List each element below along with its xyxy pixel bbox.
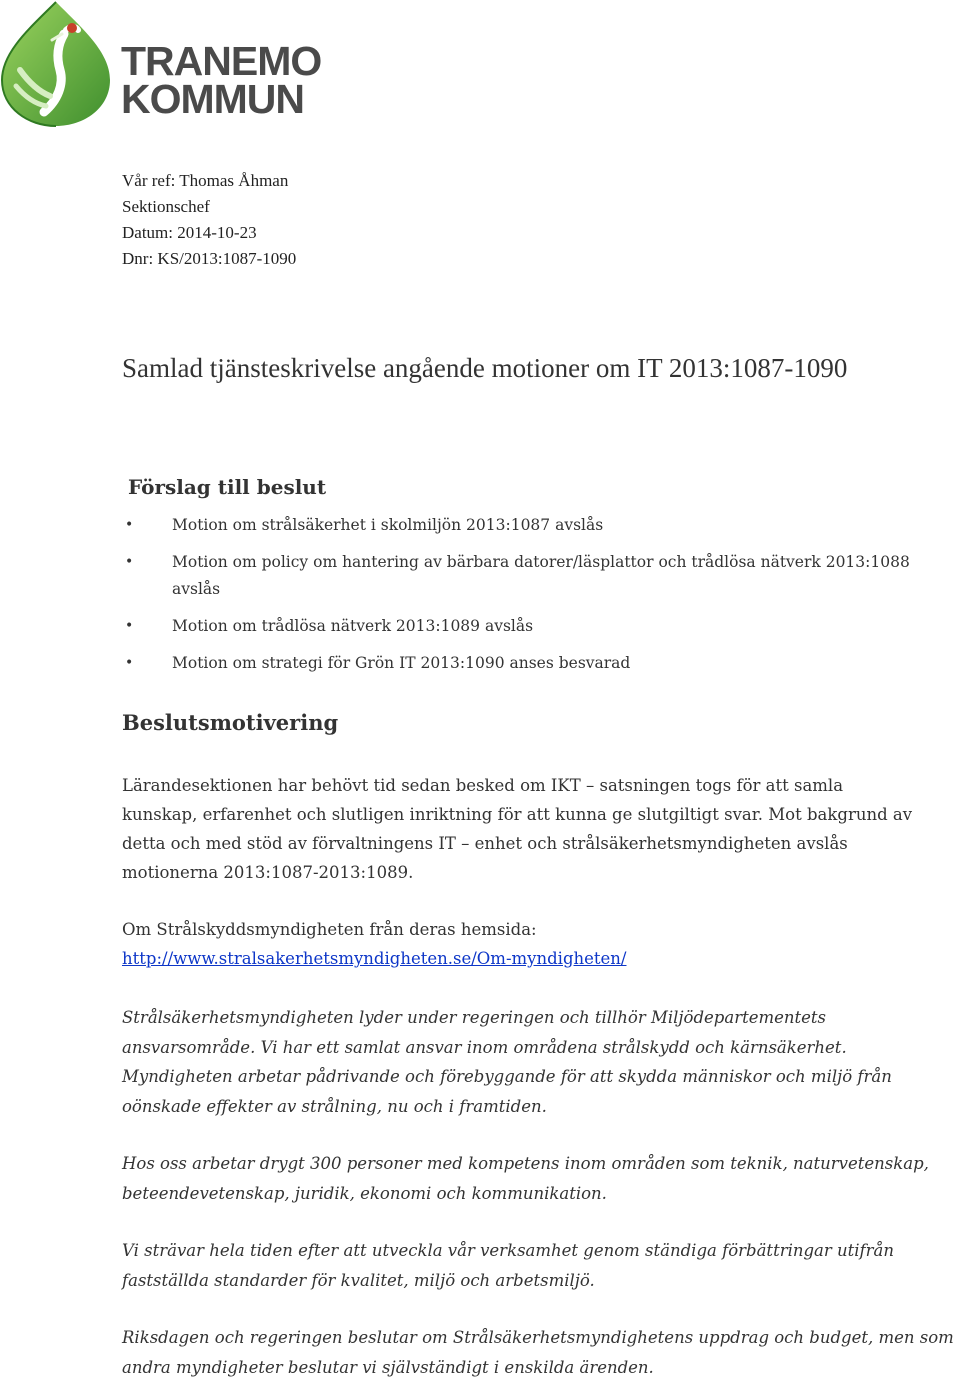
motivation-heading: Beslutsmotivering bbox=[122, 710, 339, 735]
bullet-icon: • bbox=[125, 618, 134, 634]
quote-paragraph-3: Vi strävar hela tiden efter att utveckla vår verksamhet genom ständiga förbättringar utifrån fastställda standarder för kvalitet, miljö och arbetsmiljö. bbox=[122, 1241, 895, 1290]
quote-paragraph-1: Strålsäkerhetsmyndigheten lyder under regeringen och tillhör Miljödepartementets ansvarsområde. Vi har ett samlat ansvar inom områdena strålskydd och kärnsäkerhet. Myndigheten arbetar pådrivande och förebyggande för att skydda människor och miljö från oönskade effekter av strålning, nu och i framtiden. bbox=[122, 1008, 892, 1116]
list-item-text: Motion om strategi för Grön IT 2013:1090 anses besvarad bbox=[172, 654, 631, 672]
bullet-icon: • bbox=[125, 655, 134, 671]
list-item-text: Motion om policy om hantering av bärbara datorer/läsplattor och trådlösa nätverk 2013:1088 avslås bbox=[172, 553, 910, 598]
proposal-heading: Förslag till beslut bbox=[128, 475, 327, 499]
motivation-paragraph: Lärandesektionen har behövt tid sedan besked om IKT – satsningen togs för att samla kunskap, erfarenhet och slutligen inriktning för att kunna ge slutgiltigt svar. Mot bakgrund av detta och med stöd av förvaltningens IT – enhet och strålsäkerhetsmyndigheten avslås motionerna 2013:1087-2013:1089. bbox=[122, 776, 913, 882]
list-item bbox=[122, 650, 932, 677]
list-item bbox=[122, 549, 932, 603]
list-item-text: Motion om strålsäkerhet i skolmiljön 2013:1087 avslås bbox=[172, 516, 604, 534]
proposal-list bbox=[122, 512, 932, 687]
tranemo-kommun-logo bbox=[0, 0, 320, 130]
list-item bbox=[122, 613, 932, 640]
reference-role: Sektionschef bbox=[122, 197, 210, 216]
quote-paragraph-2: Hos oss arbetar drygt 300 personer med kompetens inom områden som teknik, naturvetenskap, beteendevetenskap, juridik, ekonomi och kommunikation. bbox=[122, 1154, 929, 1203]
our-reference: Vår ref: Thomas Åhman bbox=[122, 171, 289, 190]
crane-emblem-icon bbox=[0, 0, 112, 128]
document-date: Datum: 2014-10-23 bbox=[122, 223, 257, 242]
document-title: Samlad tjänsteskrivelse angående motioner om IT 2013:1087-1090 bbox=[122, 353, 848, 383]
list-item bbox=[122, 512, 932, 539]
reference-block bbox=[122, 168, 296, 272]
bullet-icon: • bbox=[125, 517, 134, 533]
diary-number: Dnr: KS/2013:1087-1090 bbox=[122, 249, 297, 268]
bullet-icon: • bbox=[125, 554, 134, 570]
logo-text-kommun: KOMMUN bbox=[121, 76, 305, 122]
logo-text-tranemo: TRANEMO bbox=[121, 38, 322, 84]
quote-paragraph-4: Riksdagen och regeringen beslutar om Strålsäkerhetsmyndighetens uppdrag och budget, men som andra myndigheter beslutar vi självständigt i enskilda ärenden. bbox=[122, 1328, 954, 1377]
agency-website-link[interactable]: http://www.stralsakerhetsmyndigheten.se/Om-myndigheten/ bbox=[122, 949, 627, 968]
list-item-text: Motion om trådlösa nätverk 2013:1089 avslås bbox=[172, 617, 534, 635]
website-intro: Om Strålskyddsmyndigheten från deras hemsida: bbox=[122, 920, 537, 939]
